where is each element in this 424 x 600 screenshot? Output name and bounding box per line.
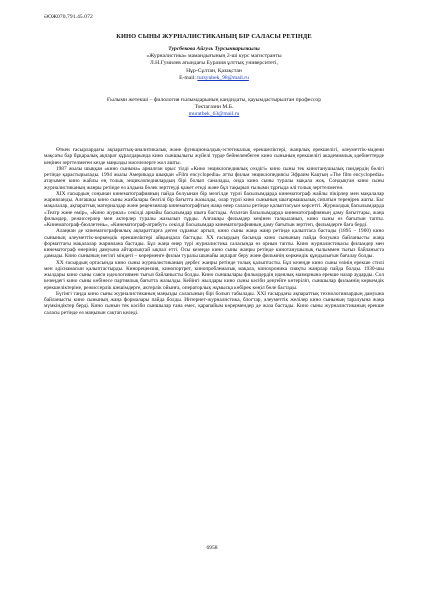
body-paragraph: Алаңнан де кинематографиялық ақпараттарға деген сұраныс артып, кино сыны жаңа жанр ретінде қалыптаса бастады (1895 – 1900) кино сынының әлеуметтік-көркемдік ерекшеліктері айқындала бастады. ХХ ғасырдың басында кино сынының пайда болуына байланысты жаңа форматтағы мақалалар жариялана бастады. Бұл жаңа өнер түрі журналистика саласында өз орнын тапты. Кино журналистикасы фильмдер мен кинематограф өнерінің дамуына айтарлықтай ықпал етті. Осы кезеңде кино сыны жанры ретінде кинотанушылық ғылыммен тығыз байланыста дамыды. Кино сынының негізгі міндеті – көрерменге фильм туралы шынайы ақпарат беру және фильмнің көркемдік құндылығын бағалау болды. xyxy=(44,228,384,260)
udk-code: ӘОЖ070.791.45.072 xyxy=(44,14,93,20)
body-paragraph: 1987 жылы шыққан «кино сынына» арналған орыс тілді «Кино энциклопедиялық сөздігі» кино сыны тек кинотанушылық пәндердің бөлігі ретінде қарастырылады. 1994 жылы Америкада шыққан «Film encyclopedia» атты фильм энциклопедиясы Эфраим Кацтың «The film encyclopedia» атауымен кино жайлы ең толық энциклопедиялардың бірі болып саналады, онда кино сыны туралы мақала жоқ. Сондықтан кино сыны журналистиканың жанры ретінде өз алдына бөлек зерттеуді қажет етеді және бұл тақырып ғылыми тұрғыда әлі толық зерттелмеген. xyxy=(44,165,384,191)
author-block xyxy=(44,46,384,82)
author-email-label: E-mail: xyxy=(179,74,198,81)
body-paragraph: Өткен ғасырлардағы ақпараттық-аналитикалық және функционалдық-эстетикалық ерекшеліктері, жанрлық ерекшелігі, әлеуметтік-мәдени мақсаты бар бұқаралық ақпарат құралдарында кино сыншылығы жүйелі түрде бейнеленбеген кино сынының ерекшелігі академиялық әдебиеттерде кеңінен зерттелмеген кезде маңызды мәселелерге жол ашты. xyxy=(44,147,384,166)
article-body xyxy=(44,147,384,316)
article-title: КИНО СЫНЫ ЖУРНАЛИСТИКАНЫҢ БІР САЛАСЫ РЕТІНДЕ xyxy=(116,33,312,40)
advisor-email-link[interactable]: muratbek_63@mail.ru xyxy=(188,111,240,118)
author-city: Нұр-Сұлтан, Қазақстан xyxy=(186,67,242,74)
advisor-title: Ғылыми жетекші – филология ғылымдарының кандидаты, қауымдастырылған профессор xyxy=(106,97,322,103)
page-number: 6958 xyxy=(206,545,218,551)
author-name: Турсбекова Айгуль Турсынкарызкызы xyxy=(168,46,260,52)
body-paragraph: ХІХ ғасырдың соңынан кинематографияның пайда болуынан бір мезгілде түрлі басылымдарда кинематограф жайлы пікірлер мен мақалалар жарияланды. Алғашқы кино сыны жазбалары белгілі бір бағытта жазылды, олар түрлі кино сынының шығармашылық сипатын тереңірек ашты. Бас мақалалар, ақпараттық материалдар және рецензиялар кинематографтың жаңа өнер саласы ретінде қалыптасуын көрсетті. Журналдық басылымдарда «Театр және өмір», «Кино журнал» секілді арнайы басылымдар шыға бастады. Аталған басылымдарда кинематографияның даму бағыттары, жаңа фильмдер, режиссерлер мен актерлер туралы жазылып тұрды. Алғашқы фильмдер кеңінен талқыланып, кино сыны өз бағытын тапты. «Кинематограф-бюллетень», «Кинематограф-атрибут» секілді басылымдар кинематографияның даму бағытын зерттеп, фильмдерге баға берді. xyxy=(44,190,384,228)
author-email-link[interactable]: tursynbek_98@mail.ru xyxy=(197,74,249,81)
body-paragraph: ХХ ғасырдың ортасында кино сыны журналистиканың дербес жанры ретінде толық қалыптасты. Бұл кезеңде кино сыны өзінің ерекше стилі мен әдіснамасын қалыптастырды. Кинорецензия, кинопортрет, кинопроблемалық мақала, кинохроника сияқты жанрлар пайда болды. 1930-шы жылдары кино сыны саяси идеологиямен тығыз байланысты болды. Кино сыншылары фильмдердің идеялық мазмұнына ерекше назар аударды. Сол кезеңдегі кино сыны көбінесе партиялық бағытта жазылды. Кейінгі жылдары кино сыны кәсіби деңгейге көтеріліп, сыншылар фильмнің көркемдік ерекшеліктеріне, режиссерлік шешімдерге, актерлік ойынға, операторлық жұмысқа көбірек көңіл бөле бастады. xyxy=(44,259,384,291)
body-paragraph: Бүгінгі таңда кино сыны журналистиканың маңызды саласының бірі болып табылады. ХХІ ғасырдағы ақпараттық технологиялардың дамуына байланысты кино сынының жаңа формалары пайда болды. Интернет-журналистика, блогтар, әлеуметтік желілер кино сынының таралуына жаңа мүмкіндіктер берді. Кино сынын тек кәсіби сыншылар ғана емес, қарапайым көрермендер де жаза бастады. Кино сыны журналистиканың ерекше саласы ретінде өз маңызын сақтап келеді. xyxy=(44,290,384,316)
author-email-line xyxy=(44,75,384,82)
author-university: Л.Н.Гумилев атындағы Еуразия ұлттық университеті, xyxy=(149,60,279,67)
advisor-name: Токтагазин М.Б. xyxy=(194,104,234,111)
advisor-block xyxy=(44,97,384,119)
author-position: «Журналистика» мамандығының 2-ші курс магистранты xyxy=(146,53,282,60)
